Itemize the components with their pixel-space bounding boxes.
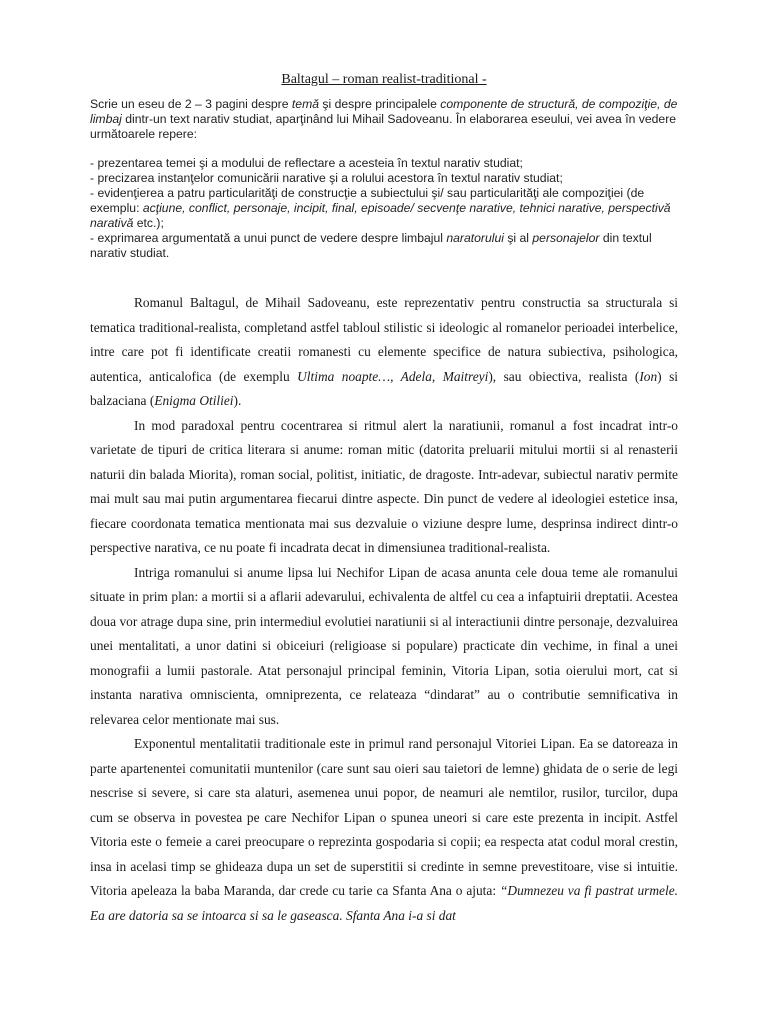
essay-paragraph-2: In mod paradoxal pentru cocentrarea si ritmul alert la naratiunii, romanul a fost incadrat intr-o varietate de tipuri de critica literara si anume: roman mitic (datorita preluarii mitului mortii si al renasterii naturii din balada Miorita), roman social, politist, initiatic, de dragoste. Intr-adevar, subiectul narativ permite mai mult sau mai putin argumentarea fiecarui dintre aspecte. Din punct de vedere al ideologiei estetice insa, fiecare coordonata tematica mentionata mai sus dezvaluie o viziune despre lume, desprinsa indirect dintr-o perspective narativa, ce nu poate fi incadrata decat in dimensiunea traditional-realista. bbox=[90, 417, 678, 555]
essay-body bbox=[90, 291, 678, 928]
prompt-requirement-3: - evidenţierea a patru particularităţi de construcţie a subiectului şi/ sau particularităţi ale compoziţiei (de exemplu: acţiune, conflict, personaje, incipit, final, episoade/ secvenţe narative, tehnici narative, perspectivă narativă etc.); bbox=[90, 186, 671, 230]
prompt-intro: Scrie un eseu de 2 – 3 pagini despre temă şi despre principalele componente de structură, de compoziţie, de limbaj dintr-un text narativ studiat, aparţinând lui Mihail Sadoveanu. În elaborarea eseului, vei avea în vedere următoarele repere: bbox=[90, 97, 678, 141]
prompt-requirement-2: - precizarea instanţelor comunicării narative şi a rolului acestora în textul narativ studiat; bbox=[90, 171, 563, 185]
essay-paragraph-1: Romanul Baltagul, de Mihail Sadoveanu, este reprezentativ pentru constructia sa structurala si tematica traditional-realista, completand astfel tabloul stilistic si ideologic al romanelor perioadei interbelice, intre care pot fi identificate creatii romanesti cu elemente specifice de natura subiectiva, psihologica, autentica, anticalofica (de exemplu Ultima noapte…, Adela, Maitreyi), sau obiectiva, realista (Ion) si balzaciana (Enigma Otiliei). bbox=[90, 295, 679, 408]
essay-prompt bbox=[90, 97, 686, 261]
prompt-requirement-1: - prezentarea temei şi a modului de reflectare a acesteia în textul narativ studiat; bbox=[90, 156, 523, 170]
prompt-requirement-4: - exprimarea argumentată a unui punct de vedere despre limbajul naratorului şi al personajelor din textul narativ studiat. bbox=[90, 231, 652, 260]
document-title: Baltagul – roman realist-traditional - bbox=[281, 72, 487, 87]
essay-paragraph-4: Exponentul mentalitatii traditionale este in primul rand personajul Vitoriei Lipan. Ea se datoreaza in parte apartenentei comunitatii muntenilor (care sunt sau oieri sau taietori de lemne) ghidata de o serie de legi nescrise si severe, si care sta alaturi, asemenea unui popor, de neamuri ale nemtilor, rusilor, turcilor, dupa cum se observa in povestea pe care Nechifor Lipan o spunea uneori si care este prezenta in incipit. Astfel Vitoria este o femeie a carei preocupare o reprezinta gospodaria si copii; ea respecta atat codul moral crestin, insa in acelasi timp se ghideaza dupa un set de superstitii si credinte in semne prevestitoare, vise si intuitie. Vitoria apeleaza la baba Maranda, dar crede cu tarie ca Sfanta Ana o ajuta: “Dumnezeu va fi pastrat urmele. Ea are datoria sa se intoarca si sa le gaseasca. Sfanta Ana i-a si dat bbox=[90, 736, 678, 923]
essay-paragraph-3: Intriga romanului si anume lipsa lui Nechifor Lipan de acasa anunta cele doua teme ale romanului situate in prim plan: a mortii si a aflarii adevarului, echivalenta de altfel cu cea a infaptuirii dreptatii. Acestea doua vor atrage dupa sine, prin intermediul evolutiei naratiunii si al interactiunii dintre personaje, dezvaluirea unei mentalitati, a unor datini si obiceiuri (religioase si populare) practicate din vechime, in final a unei monografii a lumii pastorale. Atat personajul principal feminin, Vitoria Lipan, sotia oierului mort, cat si instanta narativa omniscienta, omniprezenta, ce relateaza “dindarat” au o contributie semnificativa in relevarea celor mentionate mai sus. bbox=[90, 564, 678, 727]
